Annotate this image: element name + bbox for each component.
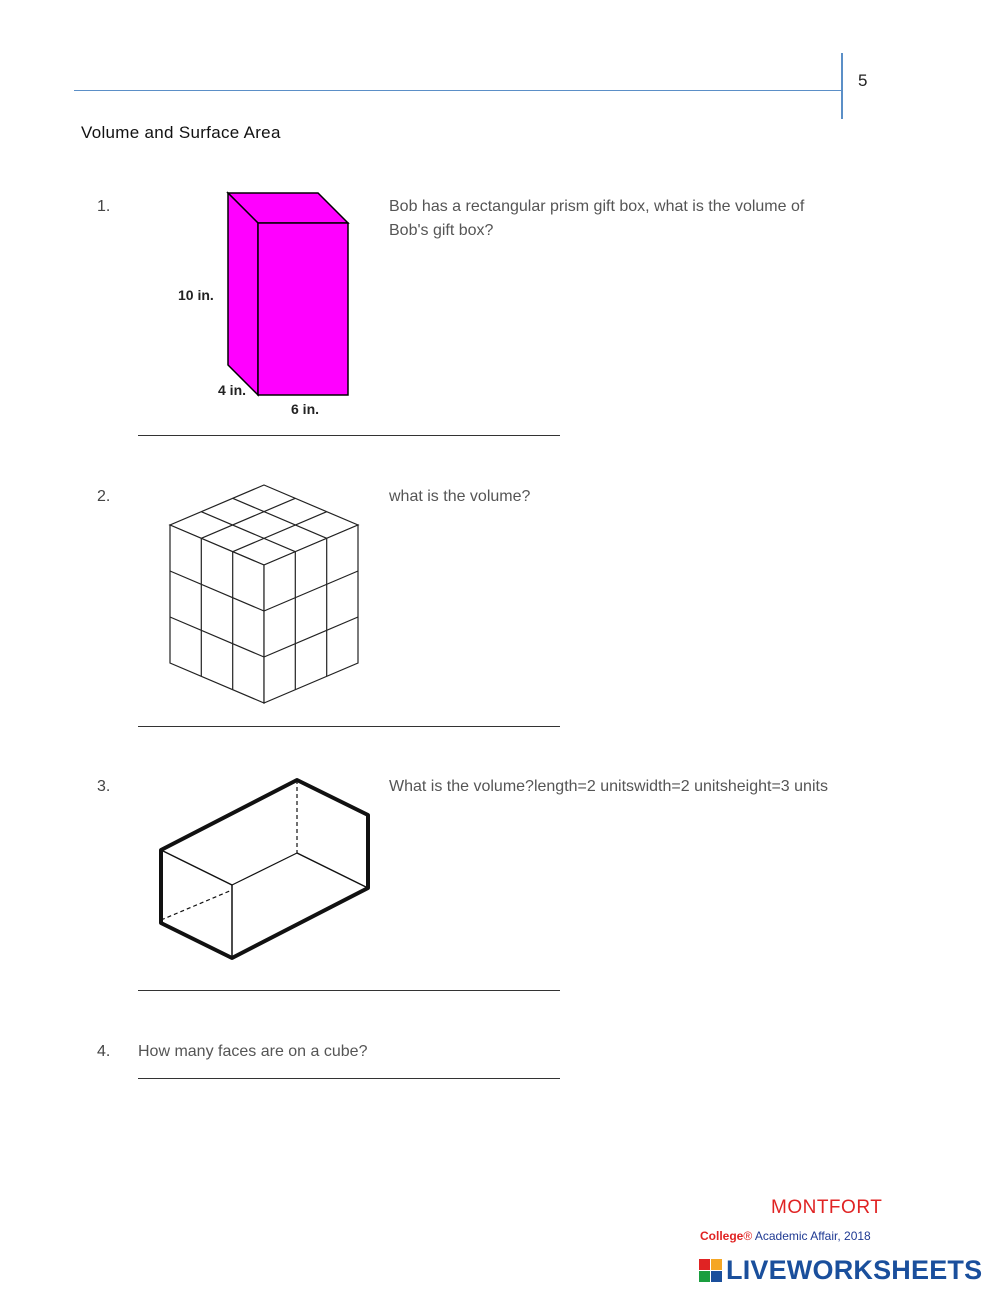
answer-line-1[interactable] [138, 435, 560, 436]
question-4-text: How many faces are on a cube? [138, 1043, 368, 1060]
header-divider [841, 53, 843, 119]
unit-cube-figure [160, 475, 370, 715]
page-number: 5 [858, 71, 868, 90]
rectangular-prism-figure [160, 185, 360, 420]
height-label: 10 in. [178, 287, 214, 303]
question-3-text: What is the volume?length=2 unitswidth=2 unitsheight=3 units [389, 778, 828, 795]
width-label: 6 in. [291, 401, 320, 417]
question-4-number: 4. [97, 1043, 111, 1060]
footer-college: College [700, 1229, 744, 1243]
question-2-number: 2. [97, 488, 111, 505]
answer-line-2[interactable] [138, 726, 560, 727]
rectangular-box-figure [150, 770, 380, 970]
question-2-text: what is the volume? [389, 488, 531, 505]
answer-line-3[interactable] [138, 990, 560, 991]
question-1-number: 1. [97, 198, 111, 215]
footer-brand: MONTFORT [771, 1197, 883, 1218]
prism-side-face [228, 193, 258, 395]
question-3-number: 3. [97, 778, 111, 795]
question-1-text: Bob has a rectangular prism gift box, what is the volume of Bob's gift box? [389, 198, 805, 239]
liveworksheets-logo [699, 1255, 982, 1286]
depth-label: 4 in. [218, 382, 247, 398]
liveworksheets-wordmark: LIVEWORKSHEETS [726, 1255, 983, 1285]
header-rule [74, 90, 842, 91]
footer-subtitle: College® Academic Affair, 2018 [700, 1229, 871, 1243]
answer-line-4[interactable] [138, 1078, 560, 1079]
logo-blocks-icon [699, 1259, 722, 1282]
footer-affair: Academic Affair, 2018 [754, 1229, 871, 1243]
section-title: Volume and Surface Area [81, 123, 281, 142]
prism-front-face [258, 223, 348, 395]
